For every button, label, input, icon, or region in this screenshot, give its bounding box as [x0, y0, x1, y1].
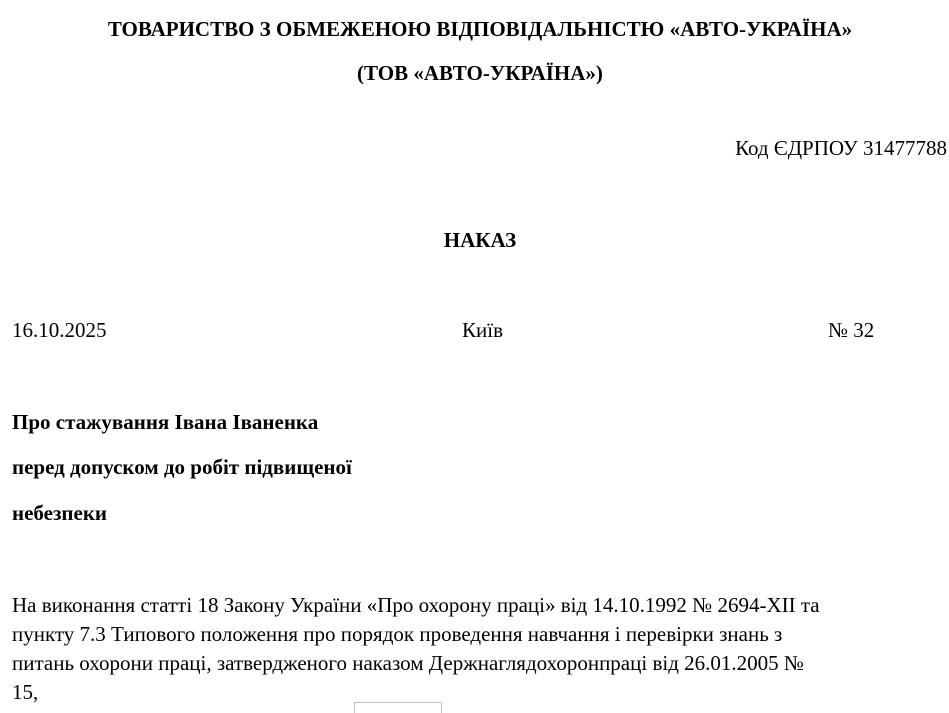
edrpou-code: Код ЄДРПОУ 31477788: [735, 136, 947, 160]
body-line-1: На виконання статті 18 Закону України «Про охорону праці» від 14.10.1992 № 2694-XII та: [12, 593, 820, 617]
document-type-title: НАКАЗ: [443, 228, 517, 252]
organization-short-name: (ТОВ «АВТО-УКРАЇНА»): [357, 61, 603, 85]
subject-line-3: небезпеки: [12, 501, 108, 525]
body-line-2: пункту 7.3 Типового положення про порядок проведення навчання і перевірки знань з: [12, 622, 783, 646]
order-date: 16.10.2025: [12, 318, 107, 342]
subject-line-1: Про стажування Івана Іваненка: [12, 410, 319, 434]
order-city: Київ: [462, 318, 503, 342]
subject-line-2: перед допуском до робіт підвищеної: [12, 455, 352, 479]
body-line-4: 15,: [12, 680, 39, 704]
body-line-3: питань охорони праці, затвердженого наказом Держнаглядохоронпраці від 26.01.2005 №: [12, 651, 804, 675]
body-paragraph: [12, 591, 942, 707]
order-number: № 32: [828, 318, 875, 342]
organization-name: ТОВАРИСТВО З ОБМЕЖЕНОЮ ВІДПОВІДАЛЬНІСТЮ «АВТО-УКРАЇНА»: [107, 17, 853, 41]
partial-text-box: [354, 702, 442, 713]
